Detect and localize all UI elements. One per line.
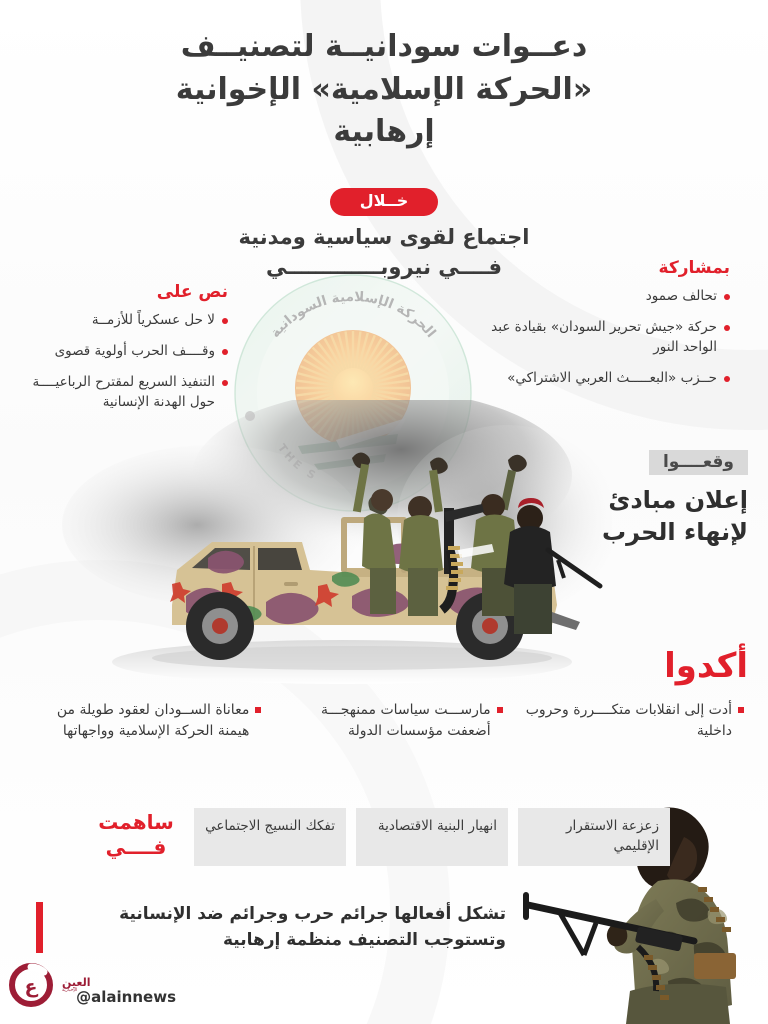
conclusion-line-2: وتستوجب التصنيف منظمة إرهابية (222, 929, 506, 950)
conclusion-line-1: تشكل أفعالها جرائم حرب وجرائم ضد الإنسانية (119, 904, 506, 924)
social-handle: @alainnews (76, 988, 176, 1006)
affirmed-item-2: مارســـت سياسات ممنهجـــة أضعفت مؤسسات الدولة (320, 702, 491, 739)
section-stipulated (10, 282, 228, 424)
bullet-dot-icon (222, 318, 228, 324)
bullet-dot-icon (222, 349, 228, 355)
subtitle-line-2: فــــي نيروبـــــــــــــي (265, 255, 503, 280)
section-contributed (88, 808, 670, 866)
during-badge: خــلال (330, 188, 439, 216)
alain-logo-icon (8, 962, 54, 1008)
stipulated-item-1: لا حل عسكرياً للأزمــة (91, 312, 215, 328)
stipulated-heading: نص على (156, 282, 228, 302)
bullet-square-icon (497, 707, 503, 713)
affirmed-item-1: معاناة الســودان لعقود طويلة من هيمنة الحركة الإسلامية وواجهاتها (56, 702, 250, 739)
subtitle-line-1: اجتماع لقوى سياسية ومدنية (238, 225, 530, 249)
contributed-heading-line-1: ساهمت (98, 810, 174, 834)
bullet-dot-icon (222, 380, 228, 386)
participation-item-1: تحالف صمود (645, 288, 717, 304)
bullet-dot-icon (724, 325, 730, 331)
page-title (0, 26, 768, 154)
section-participation (480, 258, 730, 400)
bullet-dot-icon (724, 294, 730, 300)
participation-item-2: حركة «جيش تحرير السودان» بقيادة عبد الواحد النور (491, 318, 717, 355)
title-line-1: دعــوات سودانيــة لتصنيــف (180, 29, 588, 64)
affirmed-item-3: أدت إلى انقلابات متكــــررة وحروب داخلية (525, 702, 732, 739)
list-item (517, 700, 744, 742)
stipulated-item-2: وقــــف الحرب أولوية قصوى (54, 342, 215, 359)
participation-heading: بمشاركة (658, 258, 730, 278)
affirmed-list (34, 700, 744, 742)
section-signed (500, 450, 748, 548)
conclusion-block (36, 902, 506, 953)
list-item (275, 700, 502, 742)
alain-logo-arabic-sub: الإخبارية (62, 988, 78, 993)
list-item (34, 700, 261, 742)
alain-logo-glyph: ع (24, 976, 38, 998)
bullet-square-icon (738, 707, 744, 713)
contributed-card-1: تفكك النسيج الاجتماعي (194, 808, 346, 866)
alain-logo-arabic: العين (62, 976, 91, 989)
list-item (10, 373, 228, 413)
affirmed-heading: أكدوا (664, 646, 748, 686)
conclusion-accent-bar (36, 902, 43, 953)
signed-body-line-2: لإنهاء الحرب (602, 518, 748, 547)
stipulated-item-3: التنفيذ السريع لمقترح الرباعيــــة حول الهدنة الإنسانية (32, 373, 215, 410)
signed-heading: وقعــــوا (649, 450, 748, 475)
conclusion-text (56, 902, 506, 953)
contributed-card-2: انهيار البنية الاقتصادية (356, 808, 508, 866)
emblem-arabic-arc: الحركة الإسلامية السودانية (267, 288, 439, 341)
bullet-square-icon (255, 707, 261, 713)
title-line-3: إرهابية (333, 114, 435, 150)
contributed-heading-line-2: فــــي (105, 835, 167, 859)
contributed-card-3: زعزعة الاستقرار الإقليمي (518, 808, 670, 866)
list-item (480, 318, 730, 358)
signed-body (500, 484, 748, 548)
list-item (480, 287, 730, 307)
bullet-dot-icon (724, 376, 730, 382)
contributed-heading (88, 808, 184, 866)
participation-item-3: حــزب «البعـــــث العربي الاشتراكي» (507, 369, 717, 386)
title-line-2: «الحركة الإسلامية» الإخوانية (175, 71, 593, 107)
signed-body-line-1: إعلان مبادئ (608, 486, 748, 514)
list-item (480, 369, 730, 389)
during-badge-wrap (0, 188, 768, 216)
list-item (10, 311, 228, 331)
list-item (10, 342, 228, 362)
